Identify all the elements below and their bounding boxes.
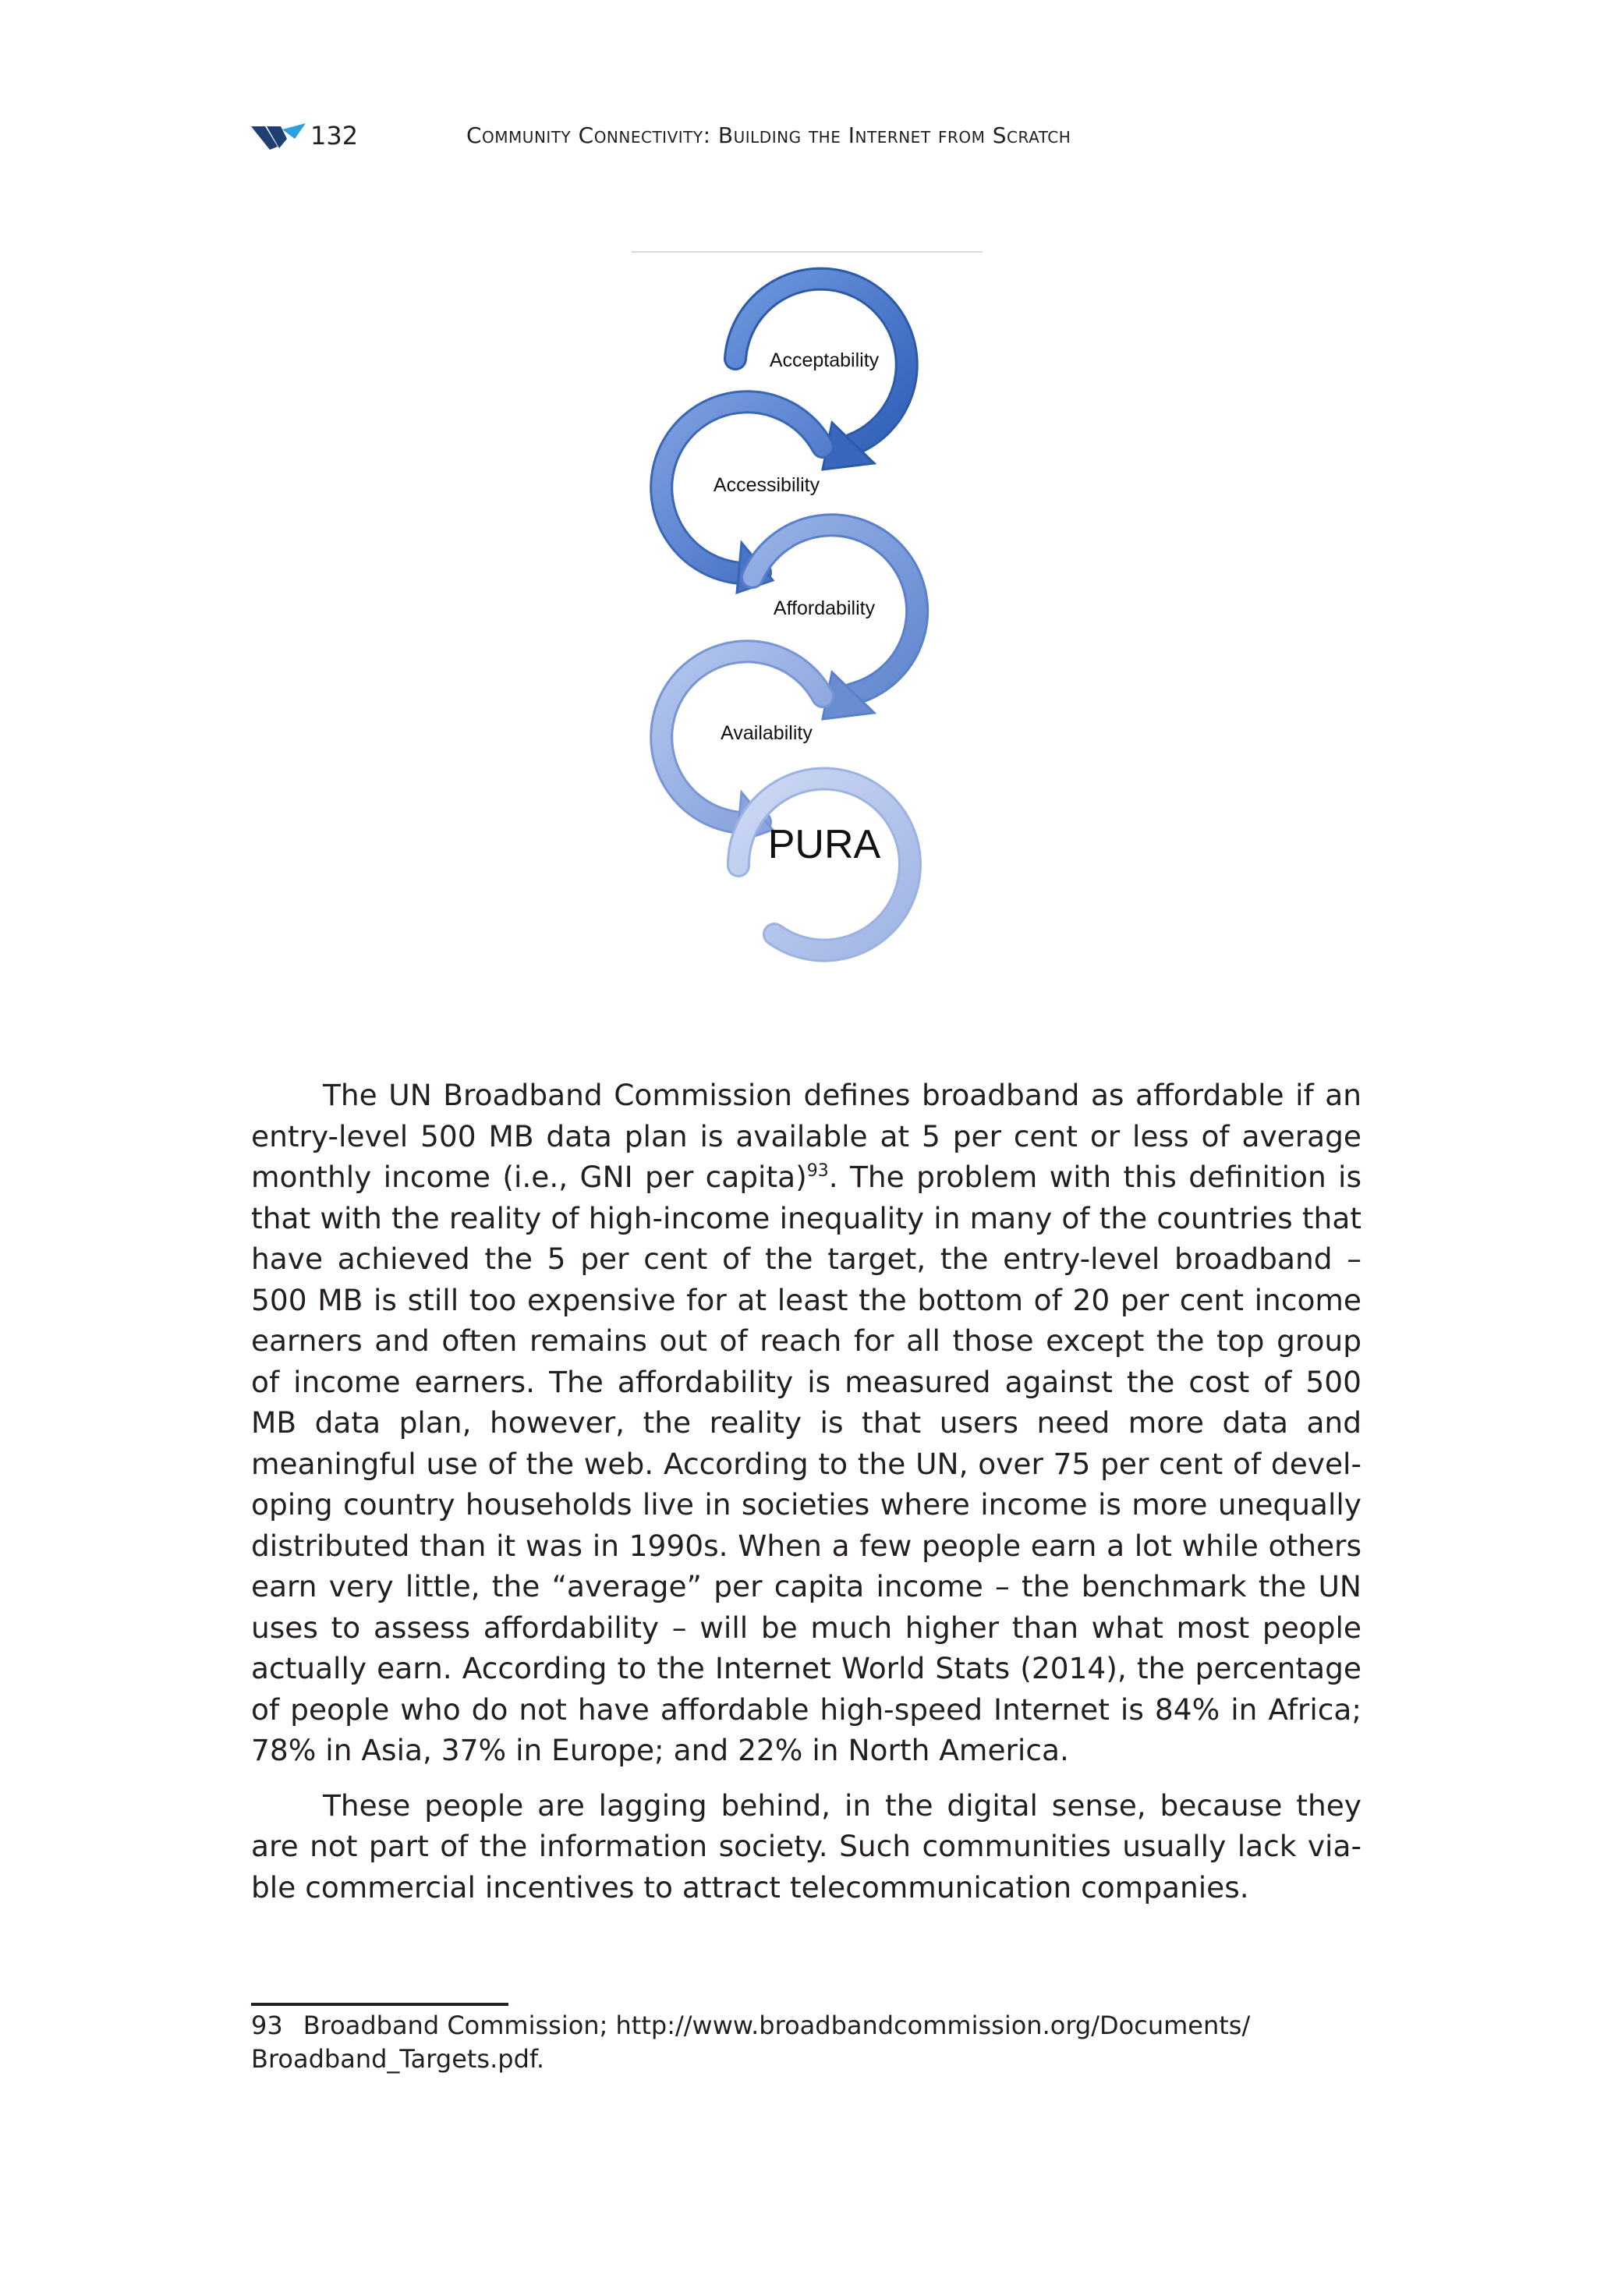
page-header — [251, 119, 1366, 158]
footnote-reference: 93 — [806, 1161, 829, 1181]
running-title: Community Connectivity: Building the Internet from Scratch — [466, 122, 1071, 148]
pura-ring — [738, 779, 910, 951]
paragraph-2: These people are lagging behind, in the digital sense, because they are not part of the information society. Such communities usually lack viable commercial incentives to attract telecommunication companies. — [251, 1788, 1362, 1904]
accessibility-arrow — [661, 402, 823, 593]
footnote-rule — [251, 2003, 508, 2006]
footnote — [251, 2009, 1362, 2076]
paragraph-1 — [251, 1075, 1362, 1771]
step-label-acceptability: Acceptability — [769, 349, 880, 371]
step-label-affordability: Affordability — [773, 597, 876, 619]
footnote-number: 93 — [251, 2011, 283, 2040]
footnote-text: Broadband Commission; http://www.broadbandcommission.org/Documents/ Broadband_Targets.pdf. — [251, 2011, 1251, 2074]
body-text — [251, 1075, 1362, 1922]
paragraph-1-text: The UN Broadband Commission defines broadband as affordable if an entry-level 500 MB data plan is available at 5 per cent or less of average monthly income (i.e., GNI per capita) — [251, 1078, 1362, 1194]
step-label-accessibility: Accessibility — [713, 474, 820, 496]
paragraph-1-continued: . The problem with this definition is that with the reality of high-income inequality in many of the countries that have achieved the 5 per cent of the target, the entry-level broadband – 500 MB is still too expensive for at least the bottom of 20 per cent income earners and often remains out of reach for all those except the top group of income earners. The affordability is measured against the cost of 500 MB data plan, however, the reality is that users need more data and meaningful use of the web. According to the UN, over 75 per cent of developing country households live in societies where income is more unequally distributed than it was in 1990s. When a few people earn a lot while others earn very little, the “average” per capita income – the benchmark the UN uses to assess affordability – will be much higher than what most people actually earn. According to the Internet World Stats (2014), the percentage of people who do not have affordable high-speed Internet is 84% in Africa; 78% in Asia, 37% in Europe; and 22% in North America. — [251, 1160, 1362, 1767]
step-label-availability: Availability — [721, 722, 813, 744]
publisher-logo-icon — [251, 123, 310, 151]
pura-label: PURA — [767, 822, 881, 867]
page-number: 132 — [310, 121, 359, 151]
pura-diagram — [628, 248, 986, 966]
affordability-arrow — [752, 525, 917, 719]
